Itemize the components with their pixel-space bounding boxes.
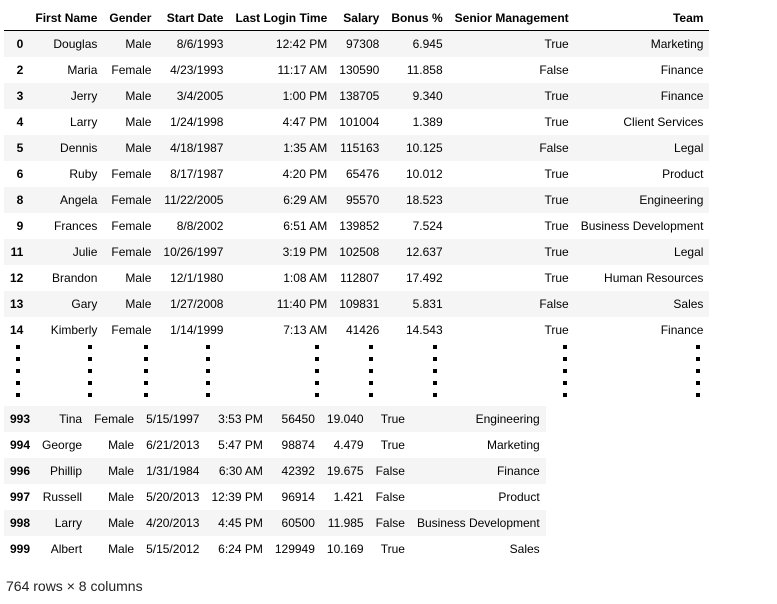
table-cell: False: [539, 63, 569, 77]
table-cell: Marketing: [650, 37, 704, 51]
table-cell: Sales: [509, 542, 540, 556]
table-cell: 7.524: [412, 219, 443, 233]
ellipsis-dots-start-date: [206, 345, 210, 405]
table-cell: 138705: [339, 89, 380, 103]
table-cell: 5.831: [412, 297, 443, 311]
table-row: [4, 265, 709, 291]
table-cell: 19.040: [321, 406, 370, 432]
table-cell: Female: [111, 167, 152, 181]
table-cell: Legal: [674, 141, 704, 155]
table-cell: Male: [88, 458, 140, 484]
table-cell: Finance: [660, 89, 704, 103]
table-row: [4, 406, 546, 432]
table-cell: True: [544, 193, 569, 207]
table-cell: 65476: [345, 167, 380, 181]
table-cell: 11:17 AM: [277, 63, 328, 77]
table-cell: 1/24/1998: [170, 115, 224, 129]
table-cell: 14.543: [405, 323, 443, 337]
table-cell: 6:29 AM: [283, 193, 328, 207]
table-cell: Albert: [50, 542, 83, 556]
column-header: Salary: [333, 6, 385, 31]
ellipsis-dots-index: [16, 345, 20, 405]
table-cell: George: [42, 438, 83, 452]
table-cell: 12.637: [405, 245, 443, 259]
table-cell: Male: [108, 490, 135, 504]
row-index: 11: [10, 245, 24, 259]
table-cell: 130590: [339, 63, 380, 77]
table-cell: Female: [111, 63, 152, 77]
table-cell: 3:53 PM: [205, 406, 268, 432]
table-cell: 4:20 PM: [282, 167, 328, 181]
table-cell: 98874: [281, 438, 315, 452]
table-row: [4, 239, 709, 265]
table-cell: 11/22/2005: [164, 193, 224, 207]
row-index: 13: [10, 297, 24, 311]
table-cell: True: [544, 323, 569, 337]
table-cell: Finance: [411, 458, 546, 484]
table-cell: Larry: [70, 115, 98, 129]
table-cell: 96914: [281, 490, 315, 504]
row-index: 8: [16, 193, 24, 207]
table-cell: Female: [111, 219, 152, 233]
table-row: [4, 135, 709, 161]
table-cell: Finance: [660, 323, 704, 337]
table-row: [4, 57, 709, 83]
table-cell: 9.340: [412, 89, 443, 103]
table-cell: 11.985: [321, 510, 370, 536]
row-index: 997: [10, 490, 31, 504]
table-cell: 11.858: [406, 63, 443, 77]
row-index: 12: [10, 271, 24, 285]
table-cell: Ruby: [69, 167, 98, 181]
column-header: Team: [575, 6, 710, 31]
table-cell: True: [544, 271, 569, 285]
table-cell: 5/15/1997: [140, 406, 205, 432]
table-cell: Dennis: [60, 141, 98, 155]
ellipsis-dots-first-name: [88, 345, 92, 405]
table-cell: Male: [125, 297, 152, 311]
table-cell: 10.125: [405, 141, 443, 155]
table-cell: True: [544, 37, 569, 51]
ellipsis-dots-last-login: [315, 345, 319, 405]
table-cell: 101004: [339, 115, 380, 129]
table-row: [4, 83, 709, 109]
table-cell: 10/26/1997: [163, 245, 224, 259]
table-cell: 19.675: [321, 458, 370, 484]
table-cell: 10.169: [326, 542, 364, 556]
table-cell: Julie: [72, 245, 98, 259]
table-cell: Engineering: [411, 406, 546, 432]
table-cell: 11:40 PM: [276, 297, 328, 311]
table-cell: 1:08 AM: [283, 271, 328, 285]
ellipsis-dots-gender: [144, 345, 148, 405]
table-cell: 18.523: [405, 193, 443, 207]
table-cell: Frances: [54, 219, 98, 233]
table-cell: 1.421: [333, 490, 364, 504]
table-cell: Sales: [673, 297, 704, 311]
table-cell: 4/23/1993: [170, 63, 224, 77]
table-cell: Engineering: [639, 193, 704, 207]
table-cell: 8/17/1987: [170, 167, 224, 181]
table-cell: True: [544, 167, 569, 181]
table-cell: Business Development: [580, 219, 704, 233]
table-cell: Larry: [36, 510, 88, 536]
table-cell: Client Services: [623, 115, 704, 129]
table-cell: False: [539, 297, 569, 311]
table-cell: Phillip: [36, 458, 88, 484]
table-cell: True: [380, 438, 405, 452]
table-row: [4, 161, 709, 187]
table-cell: Product: [498, 490, 540, 504]
column-header: First Name: [29, 6, 103, 31]
table-cell: Male: [125, 271, 152, 285]
row-index: 0: [16, 37, 24, 51]
column-header: Gender: [103, 6, 157, 31]
table-cell: False: [370, 458, 411, 484]
table-cell: Finance: [660, 63, 704, 77]
table-cell: 1.389: [412, 115, 443, 129]
table-cell: Female: [111, 245, 152, 259]
table-cell: 1/27/2008: [170, 297, 224, 311]
table-cell: False: [375, 490, 405, 504]
table-cell: 129949: [274, 542, 315, 556]
table-cell: 12:42 PM: [275, 37, 328, 51]
table-cell: 17.492: [405, 271, 443, 285]
table-cell: Male: [125, 37, 152, 51]
table-cell: Male: [108, 438, 135, 452]
table-cell: 6:51 AM: [283, 219, 328, 233]
table-cell: Russell: [42, 490, 83, 504]
table-row: [4, 109, 709, 135]
table-cell: Maria: [67, 63, 98, 77]
table-cell: 97308: [345, 37, 380, 51]
table-cell: True: [544, 115, 569, 129]
table-cell: Product: [662, 167, 704, 181]
table-row: [4, 458, 546, 484]
table-cell: 41426: [345, 323, 380, 337]
table-cell: Male: [108, 542, 135, 556]
table-cell: True: [544, 89, 569, 103]
header-index: [4, 6, 29, 31]
table-cell: Female: [111, 323, 152, 337]
table-cell: Angela: [60, 193, 98, 207]
column-header: Last Login Time: [229, 6, 333, 31]
table-cell: 4/20/2013: [140, 510, 205, 536]
table-row: [4, 291, 709, 317]
table-cell: Female: [111, 193, 152, 207]
table-cell: Human Resources: [604, 271, 704, 285]
table-row: [4, 484, 546, 510]
table-cell: 1/14/1999: [170, 323, 224, 337]
table-cell: 10.012: [405, 167, 443, 181]
table-cell: 8/8/2002: [176, 219, 224, 233]
table-cell: 6:30 AM: [205, 458, 268, 484]
table-cell: True: [370, 406, 411, 432]
dataframe-table-head: [4, 6, 709, 343]
table-cell: 56450: [269, 406, 321, 432]
table-cell: 6:24 PM: [218, 542, 263, 556]
table-cell: 4.479: [333, 438, 364, 452]
row-index: 4: [16, 115, 24, 129]
row-index: 2: [16, 63, 24, 77]
table-cell: 112807: [340, 271, 380, 285]
table-cell: 8/6/1993: [176, 37, 224, 51]
row-index: 6: [16, 167, 24, 181]
table-cell: 4:45 PM: [205, 510, 268, 536]
table-cell: 4:47 PM: [282, 115, 328, 129]
table-cell: 1:00 PM: [282, 89, 328, 103]
table-cell: Kimberly: [50, 323, 98, 337]
table-cell: 3:19 PM: [282, 245, 328, 259]
row-index: 996: [4, 458, 36, 484]
table-cell: True: [544, 245, 569, 259]
table-cell: 139852: [339, 219, 380, 233]
ellipsis-dots-senior-management: [563, 345, 567, 405]
table-cell: Gary: [71, 297, 98, 311]
table-cell: 4/18/1987: [170, 141, 224, 155]
table-cell: 1/31/1984: [140, 458, 205, 484]
table-row: [4, 432, 546, 458]
column-header: Start Date: [157, 6, 229, 31]
table-cell: 6/21/2013: [146, 438, 200, 452]
table-cell: Jerry: [70, 89, 98, 103]
row-index: 998: [4, 510, 36, 536]
table-cell: 1:35 AM: [283, 141, 328, 155]
row-index: 5: [16, 141, 24, 155]
table-cell: Female: [88, 406, 140, 432]
ellipsis-dots-bonus: [433, 345, 437, 405]
table-cell: 5/20/2013: [146, 490, 200, 504]
table-row: [4, 31, 709, 58]
row-index: 994: [10, 438, 31, 452]
table-cell: Legal: [674, 245, 704, 259]
table-cell: 3/4/2005: [176, 89, 224, 103]
table-row: [4, 213, 709, 239]
table-row: [4, 187, 709, 213]
shape-summary: 764 rows × 8 columns: [6, 578, 143, 594]
table-cell: 60500: [269, 510, 321, 536]
column-header: Senior Management: [449, 6, 575, 31]
table-cell: True: [380, 542, 405, 556]
table-cell: False: [539, 141, 569, 155]
table-cell: Male: [125, 115, 152, 129]
table-cell: 6.945: [412, 37, 443, 51]
ellipsis-dots-team: [696, 345, 700, 405]
header-row: [4, 6, 709, 31]
row-index: 999: [10, 542, 31, 556]
table-cell: 12:39 PM: [211, 490, 263, 504]
table-cell: False: [370, 510, 411, 536]
table-cell: 95570: [345, 193, 380, 207]
row-index: 14: [10, 323, 24, 337]
ellipsis-dots-salary: [369, 345, 373, 405]
row-index: 9: [16, 219, 24, 233]
table-cell: Business Development: [411, 510, 546, 536]
table-cell: 12/1/1980: [170, 271, 224, 285]
table-cell: Douglas: [53, 37, 98, 51]
table-cell: Male: [125, 89, 152, 103]
column-header: Bonus %: [385, 6, 448, 31]
table-cell: 7:13 AM: [283, 323, 328, 337]
table-cell: 42392: [269, 458, 321, 484]
table-cell: True: [544, 219, 569, 233]
table-cell: 5:47 PM: [218, 438, 263, 452]
table-cell: Male: [125, 141, 152, 155]
row-index: 3: [16, 89, 24, 103]
table-cell: 115163: [340, 141, 380, 155]
table-cell: 109831: [339, 297, 380, 311]
table-row: [4, 536, 546, 562]
table-cell: Male: [88, 510, 140, 536]
dataframe-table-tail: [4, 406, 546, 562]
table-cell: Tina: [36, 406, 88, 432]
table-cell: Marketing: [486, 438, 540, 452]
table-row: [4, 317, 709, 343]
table-cell: 5/15/2012: [146, 542, 200, 556]
row-index: 993: [4, 406, 36, 432]
table-row: [4, 510, 546, 536]
table-cell: Brandon: [52, 271, 98, 285]
table-cell: 102508: [339, 245, 380, 259]
